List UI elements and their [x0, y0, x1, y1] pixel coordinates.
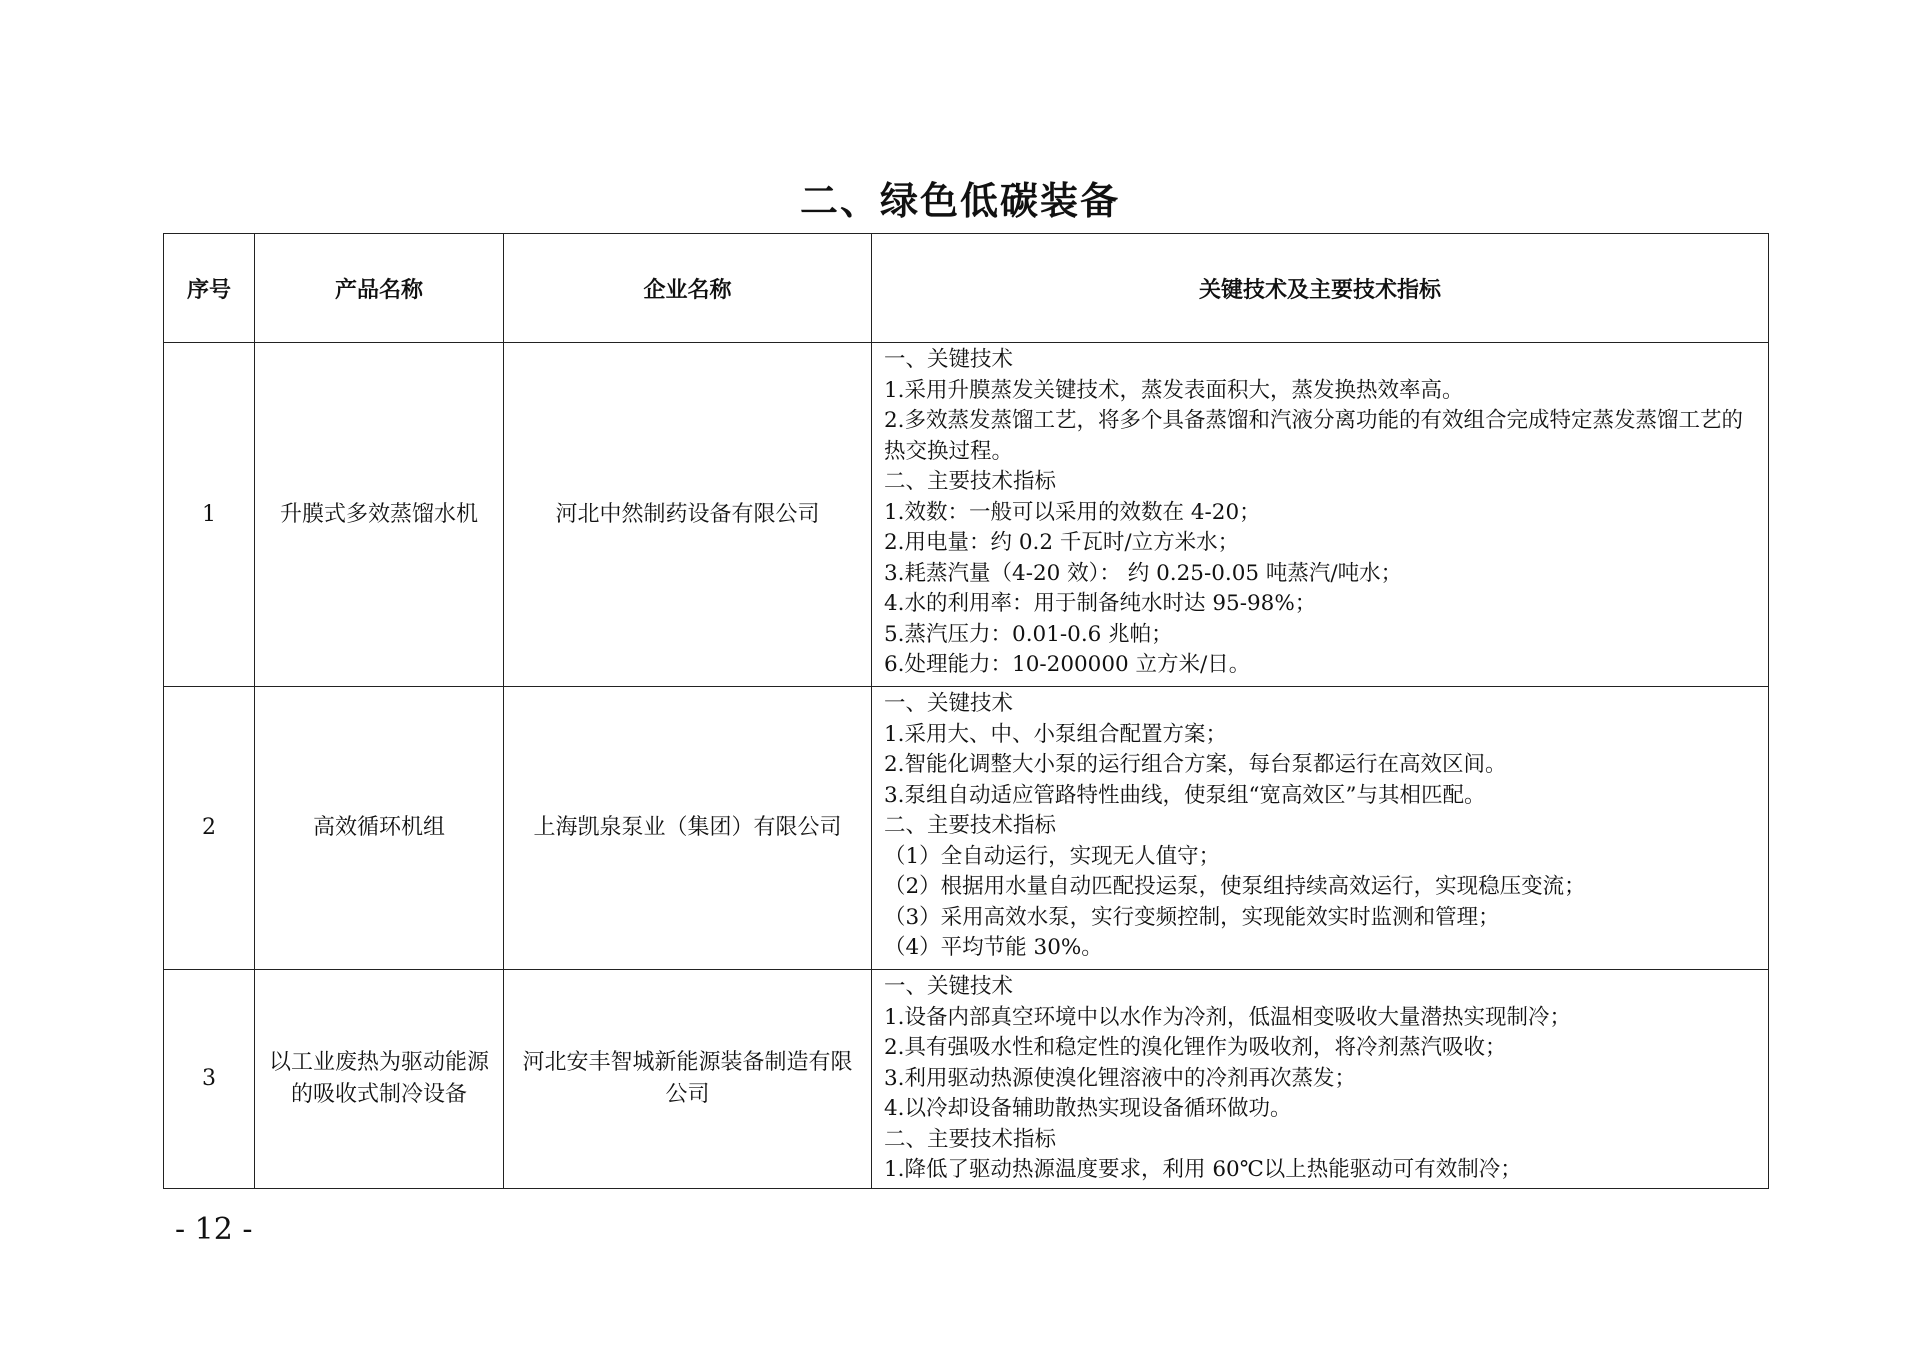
table-row: [164, 970, 1769, 1189]
tech-line: 2.多效蒸发蒸馏工艺，将多个具备蒸馏和汽液分离功能的有效组合完成特定蒸发蒸馏工艺的热交换过程。: [884, 408, 1744, 464]
tech-line: 2.智能化调整大小泵的运行组合方案，每台泵都运行在高效区间。: [884, 752, 1507, 777]
tech-line: （2）根据用水量自动匹配投运泵，使泵组持续高效运行，实现稳压变流；: [884, 874, 1586, 899]
header-key-tech: 关键技术及主要技术指标: [872, 234, 1769, 343]
tech-line: 二、主要技术指标: [884, 1126, 1057, 1152]
row-index: 3: [164, 970, 255, 1189]
tech-line: 一、关键技术: [884, 347, 1014, 372]
row-company-name: 河北中然制药设备有限公司: [504, 343, 872, 687]
row-index: 1: [164, 343, 255, 687]
tech-line: 1.效数：一般可以采用的效数在 4-20；: [884, 499, 1261, 525]
tech-line: （1）全自动运行，实现无人值守；: [884, 843, 1221, 869]
products-table: [163, 233, 1769, 1189]
tech-line: 3.泵组自动适应管路特性曲线，使泵组“宽高效区”与其相匹配。: [884, 782, 1486, 808]
tech-line: 2.具有强吸水性和稳定性的溴化锂作为吸收剂，将冷剂蒸汽吸收；: [884, 1035, 1507, 1060]
page-title: 二、绿色低碳装备: [799, 179, 1120, 223]
row-index: 2: [164, 687, 255, 970]
tech-line: 一、关键技术: [884, 691, 1014, 716]
header-company-name: 企业名称: [504, 234, 872, 343]
tech-line: 6.处理能力：10-200000 立方米/日。: [884, 652, 1251, 677]
table-header-row: [164, 234, 1769, 343]
tech-line: （3）采用高效水泵，实行变频控制，实现能效实时监测和管理；: [884, 904, 1500, 930]
row-product-name: 升膜式多效蒸馏水机: [255, 343, 504, 687]
tech-line: 一、关键技术: [884, 974, 1014, 999]
tech-line: 二、主要技术指标: [884, 813, 1057, 838]
row-company-name: 上海凯泉泵业（集团）有限公司: [504, 687, 872, 970]
row-tech-details: [872, 970, 1769, 1189]
tech-line: 3.耗蒸汽量（4-20 效）： 约 0.25-0.05 吨蒸汽/吨水；: [884, 560, 1403, 586]
tech-line: 1.降低了驱动热源温度要求，利用 60℃以上热能驱动可有效制冷；: [884, 1157, 1522, 1182]
tech-line: （4）平均节能 30%。: [884, 935, 1103, 960]
row-product-name: 高效循环机组: [255, 687, 504, 970]
tech-line: 二、主要技术指标: [884, 469, 1057, 494]
table-row: [164, 343, 1769, 687]
tech-line: 4.以冷却设备辅助散热实现设备循环做功。: [884, 1096, 1292, 1121]
page-number: - 12 -: [175, 1212, 253, 1247]
tech-line: 1.采用大、中、小泵组合配置方案；: [884, 721, 1228, 747]
tech-line: 3.利用驱动热源使溴化锂溶液中的冷剂再次蒸发；: [884, 1065, 1357, 1091]
row-product-name: 以工业废热为驱动能源的吸收式制冷设备: [255, 970, 504, 1189]
row-tech-details: [872, 343, 1769, 687]
header-index: 序号: [164, 234, 255, 343]
header-product-name: 产品名称: [255, 234, 504, 343]
row-company-name: 河北安丰智城新能源装备制造有限公司: [504, 970, 872, 1189]
row-tech-details: [872, 687, 1769, 970]
tech-line: 2.用电量：约 0.2 千瓦时/立方米水；: [884, 530, 1240, 555]
table-row: [164, 687, 1769, 970]
tech-line: 5.蒸汽压力：0.01-0.6 兆帕；: [884, 621, 1173, 647]
tech-line: 1.设备内部真空环境中以水作为冷剂，低温相变吸收大量潜热实现制冷；: [884, 1004, 1572, 1030]
tech-line: 1.采用升膜蒸发关键技术，蒸发表面积大，蒸发换热效率高。: [884, 377, 1464, 403]
tech-line: 4.水的利用率：用于制备纯水时达 95-98%；: [884, 591, 1317, 616]
